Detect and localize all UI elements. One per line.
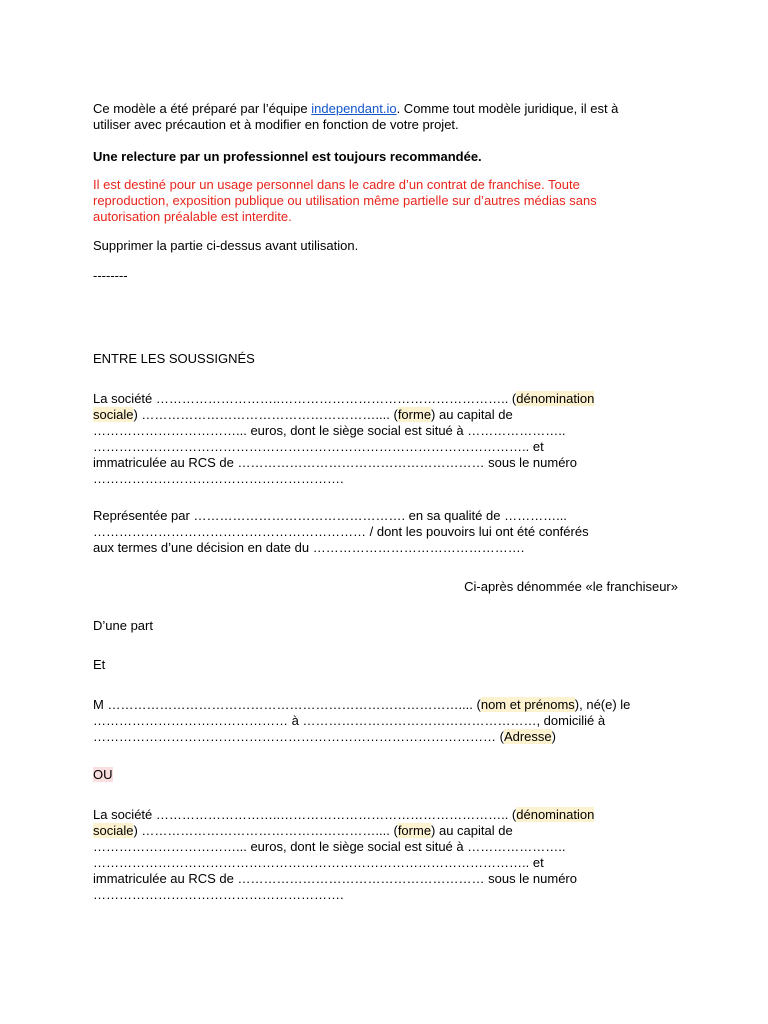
warning-line: Il est destiné pour un usage personnel dans le cadre d’un contrat de franchise. Toute — [93, 177, 580, 192]
placeholder-forme: forme — [397, 407, 432, 422]
company-line-3: ……………………………... euros, dont le siège social est situé à ………………….. — [93, 423, 566, 438]
company-line-1: La société ………………………..…………………………………………….. (dénomination — [93, 391, 595, 406]
dune-part-label: D’une part — [93, 618, 153, 633]
separator: -------- — [93, 268, 128, 283]
usage-warning — [93, 177, 678, 225]
placeholder-denomination: dénomination — [516, 391, 595, 406]
company-line-1: La société ………………………..…………………………………………….. (dénomination — [93, 807, 595, 822]
independant-io-link[interactable]: independant.io — [311, 101, 397, 116]
ou-label: OU — [93, 767, 113, 782]
company-line-2: sociale) ……………………………………………….... (forme) au capital de — [93, 407, 513, 422]
franchiseur-designation: Ci-après dénommée «le franchiseur» — [464, 579, 678, 594]
placeholder-adresse: Adresse — [503, 729, 552, 744]
person-line-1: M ……………………………………………………………………….... (nom et prénoms), né(e) le — [93, 697, 631, 712]
representation-line-2: ……………………………………………………… / dont les pouvoirs lui ont été conférés — [93, 524, 589, 539]
company-line-5: immatriculée au RCS de ………………………………………………… sous le numéro — [93, 871, 577, 886]
representation-block — [93, 508, 678, 556]
company-block-alternative — [93, 807, 678, 903]
placeholder-denomination: dénomination — [516, 807, 595, 822]
placeholder-forme: forme — [397, 823, 432, 838]
company-block-franchiseur — [93, 391, 678, 487]
intro-line-2: utiliser avec précaution et à modifier en fonction de votre projet. — [93, 117, 459, 132]
placeholder-sociale: sociale — [93, 407, 134, 422]
person-block — [93, 697, 678, 745]
intro-line-1: Ce modèle a été préparé par l’équipe independant.io. Comme tout modèle juridique, il est à — [93, 101, 619, 116]
company-line-6: …………………………………………………. — [93, 471, 344, 486]
representation-line-3: aux termes d’une décision en date du …………………………………………. — [93, 540, 525, 555]
warning-line: reproduction, exposition publique ou utilisation même partielle sur d’autres médias sans — [93, 193, 597, 208]
et-label: Et — [93, 657, 106, 672]
intro-paragraph — [93, 101, 678, 133]
company-line-2: sociale) ……………………………………………….... (forme) au capital de — [93, 823, 513, 838]
person-line-3: ………………………………………………………………………………… (Adresse) — [93, 729, 556, 744]
company-line-6: …………………………………………………. — [93, 887, 344, 902]
recommendation-text: Une relecture par un professionnel est toujours recommandée. — [93, 149, 482, 164]
remove-note: Supprimer la partie ci-dessus avant utilisation. — [93, 238, 359, 253]
warning-line: autorisation préalable est interdite. — [93, 209, 292, 224]
ou-label-wrapper — [93, 767, 678, 783]
person-line-2: ……………………………………… à ………………………………………………, domicilié à — [93, 713, 606, 728]
placeholder-sociale: sociale — [93, 823, 134, 838]
parties-heading: ENTRE LES SOUSSIGNÉS — [93, 351, 255, 366]
placeholder-nom-prenoms: nom et prénoms — [480, 697, 575, 712]
company-line-3: ……………………………... euros, dont le siège social est situé à ………………….. — [93, 839, 566, 854]
company-line-5: immatriculée au RCS de ………………………………………………… sous le numéro — [93, 455, 577, 470]
company-line-4: ……………………………………………………………………………………….. et — [93, 439, 544, 454]
representation-line-1: Représentée par …………………………………………. en sa qualité de …………... — [93, 508, 567, 523]
company-line-4: ……………………………………………………………………………………….. et — [93, 855, 544, 870]
